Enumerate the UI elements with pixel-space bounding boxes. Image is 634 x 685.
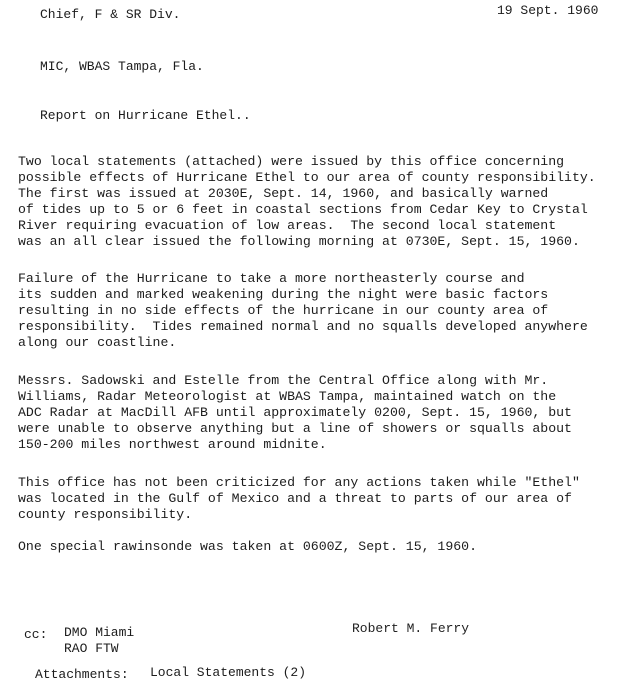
paragraph-line: resulting in no side effects of the hurricane in our county area of xyxy=(18,303,549,318)
paragraph-line: its sudden and marked weakening during the night were basic factors xyxy=(18,287,549,302)
cc-recipient-1: DMO Miami xyxy=(64,625,135,640)
paragraph-line: Williams, Radar Meteorologist at WBAS Tampa, maintained watch on the xyxy=(18,389,557,404)
memo-to: Chief, F & SR Div. xyxy=(40,7,181,22)
signature-name: Robert M. Ferry xyxy=(352,621,470,636)
paragraph-line: River requiring evacuation of low areas. The second local statement xyxy=(18,218,557,233)
paragraph-line: responsibility. Tides remained normal and no squalls developed anywhere xyxy=(18,319,588,334)
paragraph-line: possible effects of Hurricane Ethel to our area of county responsibility. xyxy=(18,170,596,185)
cc-recipient-2: RAO FTW xyxy=(64,641,119,656)
attachments-value: Local Statements (2) xyxy=(150,665,307,680)
memo-subject: Report on Hurricane Ethel.. xyxy=(40,108,251,123)
paragraph-line: This office has not been criticized for any actions taken while "Ethel" xyxy=(18,475,580,490)
paragraph-line: along our coastline. xyxy=(18,335,177,350)
paragraph-line: of tides up to 5 or 6 feet in coastal sections from Cedar Key to Crystal xyxy=(18,202,588,217)
cc-label: cc: xyxy=(24,627,48,642)
paragraph-line: Two local statements (attached) were issued by this office concerning xyxy=(18,154,565,169)
memo-from: MIC, WBAS Tampa, Fla. xyxy=(40,59,204,74)
paragraph-line: were unable to observe anything but a line of showers or squalls about xyxy=(18,421,572,436)
memo-date: 19 Sept. 1960 xyxy=(497,3,599,18)
paragraph-line: county responsibility. xyxy=(18,507,193,522)
paragraph-line: The first was issued at 2030E, Sept. 14, 1960, and basically warned xyxy=(18,186,549,201)
paragraph-line: Failure of the Hurricane to take a more northeasterly course and xyxy=(18,271,525,286)
paragraph-line: 150-200 miles northwest around midnite. xyxy=(18,437,327,452)
paragraph-line: ADC Radar at MacDill AFB until approximately 0200, Sept. 15, 1960, but xyxy=(18,405,572,420)
paragraph-line: Messrs. Sadowski and Estelle from the Central Office along with Mr. xyxy=(18,373,549,388)
attachments-label: Attachments: xyxy=(35,667,129,682)
paragraph-line: was an all clear issued the following morning at 0730E, Sept. 15, 1960. xyxy=(18,234,580,249)
paragraph-line: was located in the Gulf of Mexico and a threat to parts of our area of xyxy=(18,491,572,506)
paragraph-5: One special rawinsonde was taken at 0600Z, Sept. 15, 1960. xyxy=(18,539,477,554)
